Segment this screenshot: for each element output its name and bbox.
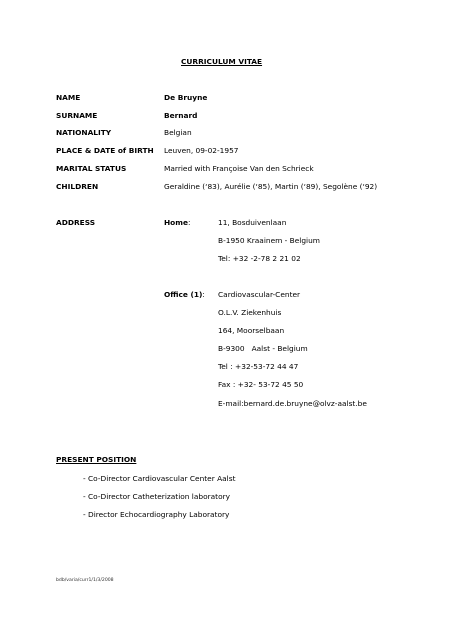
marital-status-label: MARITAL STATUS — [56, 164, 127, 173]
office-label: Office (1) — [164, 290, 203, 299]
office-line: B-9300 Aalst - Belgium — [218, 344, 308, 353]
name-label: NAME — [56, 93, 81, 102]
position-item: - Co-Director Catheterization laboratory — [83, 492, 231, 501]
children-value: Geraldine (‘83), Aurélie (‘85), Martin (‘89), Segolène (‘92) — [164, 182, 378, 191]
document-footer: bdb/varia/curr1/1/3/2008 — [56, 578, 114, 583]
office-line: Cardiovascular-Center — [218, 290, 301, 299]
birth-value: Leuven, 09-02-1957 — [164, 146, 239, 155]
office-line: O.L.V. Ziekenhuis — [218, 308, 282, 317]
position-item: - Director Echocardiography Laboratory — [83, 510, 230, 519]
present-position-heading: PRESENT POSITION — [56, 455, 137, 464]
address-label: ADDRESS — [56, 218, 96, 227]
children-label: CHILDREN — [56, 182, 99, 191]
birth-label: PLACE & DATE of BIRTH — [56, 146, 154, 155]
nationality-value: Belgian — [164, 128, 192, 137]
office-line: 164, Moorselbaan — [218, 326, 285, 335]
home-line: 11, Bosduivenlaan — [218, 218, 287, 227]
name-value: De Bruyne — [164, 93, 208, 102]
home-phone: Tel: +32 -2-78 2 21 02 — [218, 254, 301, 263]
position-item: - Co-Director Cardiovascular Center Aalst — [83, 474, 236, 483]
marital-status-value: Married with Françoise Van den Schrieck — [164, 164, 314, 173]
home-colon: : — [187, 218, 191, 227]
office-email: E-mail:bernard.de.bruyne@olvz-aalst.be — [218, 399, 367, 408]
page-title: CURRICULUM VITAE — [181, 57, 263, 66]
home-line: B-1950 Kraainem - Belgium — [218, 236, 320, 245]
office-fax: Fax : +32- 53-72 45 50 — [218, 380, 304, 389]
office-phone: Tel : +32-53-72 44 47 — [218, 362, 299, 371]
nationality-label: NATIONALITY — [56, 128, 112, 137]
office-label-group — [164, 290, 205, 299]
home-label-group — [164, 218, 190, 227]
surname-value: Bernard — [164, 111, 198, 120]
home-label: Home — [164, 218, 188, 227]
office-colon: : — [202, 290, 205, 299]
surname-label: SURNAME — [56, 111, 98, 120]
